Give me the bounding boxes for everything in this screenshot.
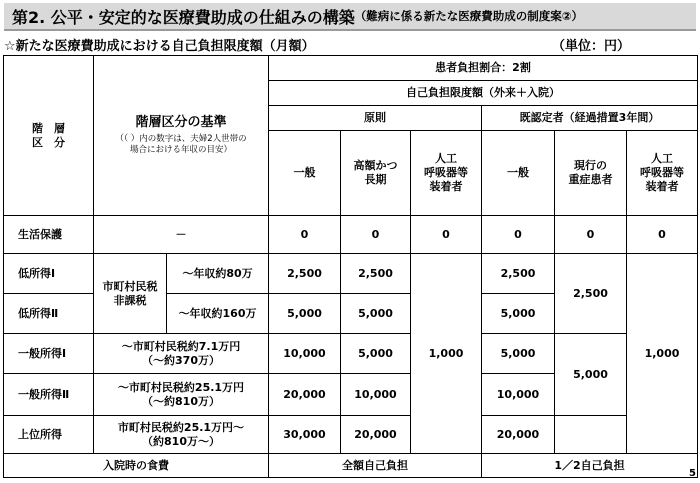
cell-high-cost: 0 [341, 216, 411, 254]
header-principle: 原則 [269, 106, 482, 131]
table-row [4, 216, 698, 254]
cell-existing-general: 5,000 [482, 334, 555, 374]
meal-label: 入院時の食費 [4, 454, 269, 478]
page-subtitle: （難病に係る新たな医療費助成の制度案②） [354, 9, 584, 23]
cell-general: 5,000 [269, 294, 341, 334]
cell-current-severe-empty [555, 416, 627, 454]
cell-high-cost: 5,000 [341, 294, 411, 334]
row-criteria: ～市町村民税約7.1万円 （～約370万） [94, 334, 269, 374]
row-criteria: ～市町村民税約25.1万円 （～約810万） [94, 374, 269, 416]
header-tier: 階 層 区 分 [4, 56, 94, 216]
row-label: 低所得Ⅰ [4, 254, 94, 294]
cell-high-cost: 10,000 [341, 374, 411, 416]
table-row [4, 254, 698, 294]
row-label: 上位所得 [4, 416, 94, 454]
subheader-high-cost: 高額かつ 長期 [341, 131, 411, 216]
cell-general: 30,000 [269, 416, 341, 454]
page-number: 5 [689, 468, 696, 479]
table-row [4, 416, 698, 454]
header-existing: 既認定者（経過措置3年間） [482, 106, 698, 131]
header-limit: 自己負担限度額（外来＋入院） [269, 81, 698, 106]
cell-high-cost: 2,500 [341, 254, 411, 294]
subheader-current-severe: 現行の 重症患者 [555, 131, 627, 216]
header-copay-ratio: 患者負担割合：2割 [269, 56, 698, 81]
row-criteria: ～年収約80万 [167, 254, 269, 294]
page-title: 第2. 公平・安定的な医療費助成の仕組みの構築 [12, 7, 355, 27]
row-criteria: 市町村民税約25.1万円～ （約810万～） [94, 416, 269, 454]
row-criteria: － [94, 216, 269, 254]
row-label: 生活保護 [4, 216, 94, 254]
cell-current-severe-mid: 5,000 [555, 334, 627, 416]
cell-ventilator-merged: 1,000 [411, 254, 482, 454]
cell-general: 0 [269, 216, 341, 254]
row-label: 一般所得Ⅱ [4, 374, 94, 416]
row-criteria-group: 市町村民税 非課税 [94, 254, 167, 334]
cell-existing-general: 10,000 [482, 374, 555, 416]
header-criteria: 階層区分の基準 （（ ）内の数字は、夫婦2人世帯の 場合における年収の目安） [94, 56, 269, 216]
cell-high-cost: 5,000 [341, 334, 411, 374]
meal-existing: 1／2自己負担 [482, 454, 698, 478]
unit-label: （単位：円） [552, 39, 631, 54]
cell-current-severe-low: 2,500 [555, 254, 627, 334]
subheader-general: 一般 [269, 131, 341, 216]
table-row [4, 454, 698, 478]
cell-current-severe: 0 [555, 216, 627, 254]
table-caption [0, 35, 700, 53]
table-caption-title: ☆新たな医療費助成における自己負担限度額（月額） [4, 39, 315, 54]
row-criteria: ～年収約160万 [167, 294, 269, 334]
cell-existing-ventilator: 0 [627, 216, 698, 254]
cell-general: 20,000 [269, 374, 341, 416]
meal-principle: 全額自己負担 [269, 454, 482, 478]
table-row [4, 334, 698, 374]
cell-existing-general: 2,500 [482, 254, 555, 294]
copay-limit-table [3, 55, 698, 478]
cell-existing-general: 5,000 [482, 294, 555, 334]
cell-ventilator: 0 [411, 216, 482, 254]
row-label: 一般所得Ⅰ [4, 334, 94, 374]
cell-existing-ventilator-merged: 1,000 [627, 254, 698, 454]
cell-existing-general: 0 [482, 216, 555, 254]
cell-general: 2,500 [269, 254, 341, 294]
subheader-existing-ventilator: 人工 呼吸器等 装着者 [627, 131, 698, 216]
title-bar [4, 3, 696, 31]
subheader-ventilator: 人工 呼吸器等 装着者 [411, 131, 482, 216]
cell-general: 10,000 [269, 334, 341, 374]
cell-high-cost: 20,000 [341, 416, 411, 454]
cell-existing-general: 20,000 [482, 416, 555, 454]
row-label: 低所得Ⅱ [4, 294, 94, 334]
subheader-existing-general: 一般 [482, 131, 555, 216]
